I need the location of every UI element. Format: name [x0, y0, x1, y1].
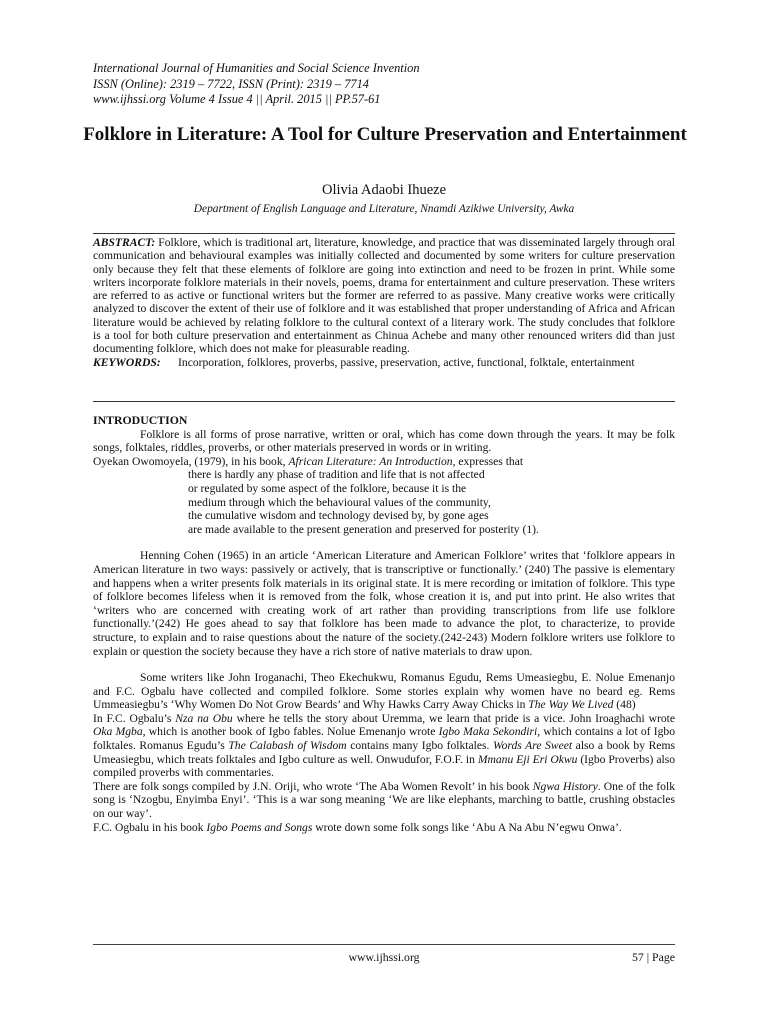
p5-text: In F.C. Ogbalu’s: [93, 711, 176, 725]
abstract-label: ABSTRACT:: [93, 236, 156, 249]
author-affiliation: Department of English Language and Literature, Nnamdi Azikiwe University, Awka: [193, 203, 575, 215]
intro-paragraph-1: Folklore is all forms of prose narrative, written or oral, which has come down through the years. It may be folk songs, folktales, riddles, proverbs, or other materials preserved in words or in writing.: [93, 427, 675, 455]
p4-text: Some writers like John Iroganachi, Theo Ekechukwu, Romanus Egudu, Rems Umeasiegbu, E. Nolue Emenanjo and F.C. Ogbalu have collected and compiled folklore. Some stories explain why women have no beard eg. Rems Ummeasiegbu’s ‘Why Women Do Not Grow Beards’ and Why Hawks Carry Away Chicks in: [93, 671, 675, 712]
footer-url: www.ijhssi.org: [348, 950, 420, 964]
block-quote: [188, 468, 675, 536]
author-name: Olivia Adaobi Ihueze: [321, 182, 446, 198]
p6-text: There are folk songs compiled by J.N. Oriji, who wrote ‘The Aba Women Revolt’ in his book: [93, 779, 533, 793]
journal-issn: ISSN (Online): 2319 – 7722, ISSN (Print): 2319 – 7714: [93, 76, 370, 91]
book-title-igbo-poems-and-songs: Igbo Poems and Songs: [206, 820, 313, 834]
book-title-oka-mgba: Oka Mgba,: [93, 725, 146, 739]
p4-text-end: (48): [613, 698, 636, 712]
keywords-label: KEYWORDS:: [93, 355, 161, 369]
intro-paragraph-5: [93, 712, 675, 780]
spacer: [93, 536, 675, 549]
journal-name: International Journal of Humanities and Social Science Invention: [93, 61, 420, 75]
p5-text: where he tells the story about Uremma, we learn that pride is a vice. John Iroaghachi wrote: [232, 711, 676, 725]
quote-line: medium through which the behavioural values of the community,: [188, 495, 491, 509]
page-number: 57 | Page: [632, 950, 675, 964]
introduction-section: [93, 414, 675, 834]
book-title-calabash-of-wisdom: The Calabash of Wisdom: [228, 739, 347, 753]
p5-text: (Igbo Proverbs) also compiled proverbs with commentaries.: [93, 752, 676, 780]
book-title-way-we-lived: The Way We Lived: [528, 698, 614, 712]
book-title-words-are-sweet: Words Are Sweet: [493, 739, 573, 753]
intro-paragraph-2: [93, 455, 675, 469]
journal-header: [93, 61, 420, 108]
book-title-mmanu-eji-eri-okwu: Mmanu Eji Eri Okwu: [477, 752, 578, 766]
abstract-paragraph: [93, 236, 675, 356]
intro-paragraph-3: Henning Cohen (1965) in an article ‘American Literature and American Folklore’ writes that ‘folklore appears in American literature in two ways: passively or actively, that is transcriptive or functionally.’ (240) The passive is elementary and happens when a writer presents folk materials in its original state. It is mere recording or imitation of folklore. This type of folklore becomes lifeless when it is removed from the folk, whose creation it is, and put into print. He also writes that ‘writers who are concerned with creating work of art rather than providing transcriptions from life use folklore functionally.’(242) He goes ahead to say that folklore has been made to advance the plot, to characterize, to provide structure, to explain and to raise questions about the nature of the society.(242-243) Modern folklore writers use folklore to explain or question the society because they have a rich store of native materials to draw upon.: [93, 549, 675, 658]
abstract-section: [93, 233, 675, 402]
introduction-heading: INTRODUCTION: [93, 413, 188, 427]
book-title-igbo-maka-sekondiri: Igbo Maka Sekondiri: [438, 725, 538, 739]
journal-volume: www.ijhssi.org Volume 4 Issue 4 || April. 2015 || PP.57-61: [93, 92, 381, 106]
p5-text: contains many Igbo folktales.: [346, 739, 494, 753]
p2-text: Oyekan Owomoyela, (1979), in his book,: [93, 454, 289, 468]
footer-divider: [93, 944, 675, 945]
p5-text: also a book by Rems Umeasiegbu, which treats folktales and Igbo culture as well. Onwudufor, F.O.F. in: [93, 739, 675, 766]
keywords-text: Incorporation, folklores, proverbs, passive, preservation, active, functional, folktale, entertainment: [178, 355, 635, 369]
p5-text: , which contains a lot of Igbo folktales. Romanus Egudu’s: [93, 725, 675, 753]
p7-text: F.C. Ogbalu in his book: [93, 820, 207, 834]
p2-text-end: , expresses that: [452, 454, 524, 468]
book-title-nza-na-obu: Nza na Obu: [175, 711, 233, 725]
intro-paragraph-7: [93, 821, 675, 835]
quote-line: are made available to the present generation and preserved for posterity (1).: [188, 522, 539, 536]
p5-text: which is another book of Igbo fables. Nolue Emenanjo wrote: [145, 725, 439, 739]
intro-paragraph-4: [93, 671, 675, 712]
spacer: [93, 658, 675, 671]
intro-paragraph-6: [93, 780, 675, 821]
paper-title: Folklore in Literature: A Tool for Culture Preservation and Entertainment: [83, 124, 687, 145]
quote-line: or regulated by some aspect of the folklore, because it is the: [188, 481, 467, 495]
keywords-paragraph: [93, 356, 675, 369]
p7-text-end: wrote down some folk songs like ‘Abu A Na Abu N’egwu Onwa’.: [312, 820, 622, 834]
p6-text-end: . One of the folk song is ‘Nzogbu, Enyimba Enyi’. ‘This is a war song meaning ‘We are like elephants, marching to battle, crushing obstacles on our way’.: [93, 779, 675, 821]
abstract-text: Folklore, which is traditional art, literature, knowledge, and practice that was disseminated largely through oral communication and behavioural examples was initially collected and documented by some writers for culture preservation only because they felt that these elements of folklore are going into extinction and need to be frozen in print. While some writers incorporate folklore materials in their novels, poems, drama for entertainment and culture preservation. These writers are referred to as active or functional writers but the former are referred to as passive. Many creative works were critically analyzed to discover the extent of their use of folklore and it was established that proper understanding of Africa and African literature would be achieved by relating folklore to the cultural context of a literary work. The study concludes that folklore is a tool for both culture preservation and entertainment as Chinua Achebe and many other renounced writers did than just documenting folklore, which does not make for pleasurable reading.: [93, 236, 675, 356]
quote-line: there is hardly any phase of tradition and life that is not affected: [188, 468, 485, 482]
book-title-ngwa-history: Ngwa History: [532, 779, 598, 793]
quote-line: the cumulative wisdom and technology devised by, by gone ages: [188, 509, 489, 523]
book-title-african-literature: African Literature: An Introduction: [288, 454, 453, 468]
